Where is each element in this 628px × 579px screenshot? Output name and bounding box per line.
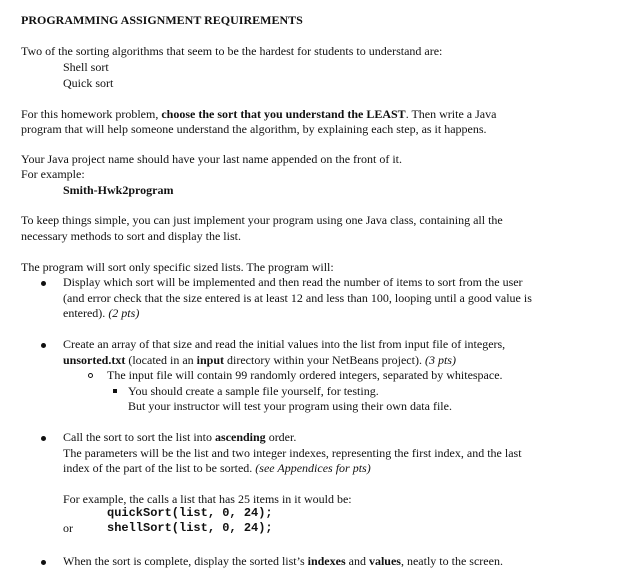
bullet4-post: , neatly to the screen.	[400, 554, 503, 568]
bullet3-line-2: The parameters will be the list and two integer indexes, representing the first index, and the last	[63, 446, 522, 460]
bullet-dot-4	[41, 560, 46, 565]
bullet2-subsub-2: But your instructor will test your program using their own data file.	[128, 399, 452, 413]
bullet1-pts: (2 pts)	[108, 306, 140, 320]
bullet4-pre: When the sort is complete, display the sorted list’s	[63, 554, 308, 568]
bullet3-bold: ascending	[215, 430, 266, 444]
sub-bullet-circle	[88, 373, 93, 378]
bullet2-sub: The input file will contain 99 randomly ordered integers, separated by whitespace.	[107, 368, 503, 382]
bullet2-pts: (3 pts)	[424, 353, 456, 367]
bullet-dot-3	[41, 436, 46, 441]
bullet2-mid2: directory within your NetBeans project).	[224, 353, 425, 367]
bullet2-line-1: Create an array of that size and read the initial values into the list from input file of integers,	[63, 337, 506, 351]
bullet4-mid: and	[345, 554, 369, 568]
choose-pre: For this homework problem,	[21, 107, 162, 121]
bullet2-line-2	[63, 353, 456, 368]
bullet4-line	[63, 554, 503, 569]
bullet3-line3-ital: (see Appendices for pts)	[255, 461, 371, 475]
bullet3-pre: Call the sort to sort the list into	[63, 430, 215, 444]
bullet1-line-3	[63, 306, 139, 321]
sub-sub-bullet-square	[113, 389, 117, 393]
bullet3-line-1	[63, 430, 296, 445]
choose-line-2: program that will help someone understand the algorithm, by explaining each step, as it happens.	[21, 122, 487, 136]
sort-item-shell: Shell sort	[63, 60, 109, 74]
bullet3-example: For example, the calls a list that has 25 items in it would be:	[63, 492, 352, 506]
project-line-2: For example:	[21, 167, 85, 181]
sort-item-quick: Quick sort	[63, 76, 114, 90]
bullet2-mid1: (located in an	[125, 353, 197, 367]
code-quicksort: quickSort(list, 0, 24);	[107, 506, 273, 520]
code-shellsort: shellSort(list, 0, 24);	[107, 521, 273, 535]
choose-bold: choose the sort that you understand the LEAST	[161, 107, 406, 121]
bullet1-line-2: (and error check that the size entered is at least 12 and less than 100, looping until a good value is	[63, 291, 532, 305]
intro-line: Two of the sorting algorithms that seem to be the hardest for students to understand are:	[21, 44, 443, 58]
page-title: PROGRAMMING ASSIGNMENT REQUIREMENTS	[21, 13, 303, 27]
bullet2-input: input	[196, 353, 225, 367]
program-will: The program will sort only specific sized lists. The program will:	[21, 260, 334, 274]
bullet4-indexes: indexes	[307, 554, 346, 568]
bullet2-file: unsorted.txt	[63, 353, 126, 367]
bullet1-line-1: Display which sort will be implemented and then read the number of items to sort from the user	[63, 275, 523, 289]
project-line-1: Your Java project name should have your last name appended on the front of it.	[21, 152, 403, 166]
project-example: Smith-Hwk2program	[63, 183, 174, 197]
bullet4-values: values	[368, 554, 401, 568]
bullet1-line3-text: entered).	[63, 306, 109, 320]
simple-line-2: necessary methods to sort and display the list.	[21, 229, 241, 243]
or-text: or	[63, 521, 73, 535]
choose-line	[21, 107, 496, 122]
bullet2-subsub-1: You should create a sample file yourself, for testing.	[128, 384, 379, 398]
simple-line-1: To keep things simple, you can just implement your program using one Java class, containing all the	[21, 213, 503, 227]
bullet-dot-1	[41, 281, 46, 286]
bullet3-post: order.	[265, 430, 297, 444]
bullet3-line-3	[63, 461, 371, 476]
choose-post: . Then write a Java	[405, 107, 497, 121]
bullet3-line3-pre: index of the part of the list to be sorted.	[63, 461, 256, 475]
bullet-dot-2	[41, 343, 46, 348]
